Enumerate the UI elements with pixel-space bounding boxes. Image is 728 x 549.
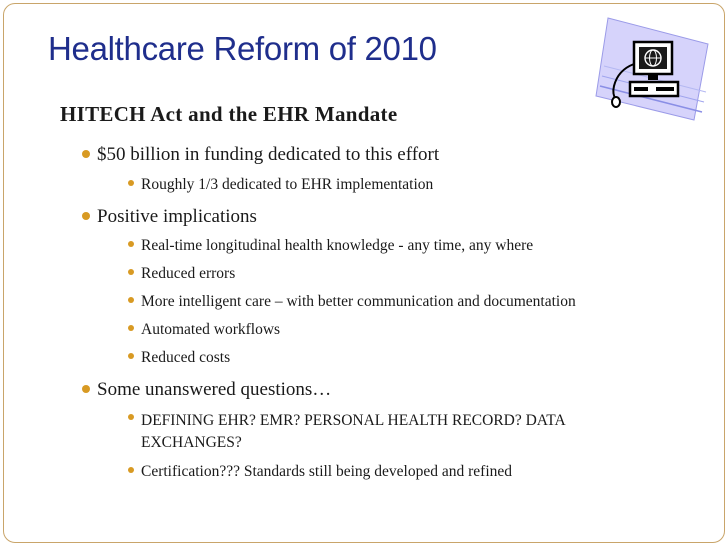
bullet-dot-icon [82,385,90,393]
sub-bullet-item [128,265,235,283]
bullet-dot-icon [128,353,134,359]
sub-bullet-text: Real-time longitudinal health knowledge - any time, any where [141,237,534,254]
bullet-item [82,144,439,166]
sub-bullet-item [128,237,533,255]
sub-bullet-text: Automated workflows [141,321,281,338]
bullet-dot-icon [128,180,134,186]
sub-bullet-text: Certification??? Standards still being developed and refined [141,463,513,480]
slide-title: Healthcare Reform of 2010 [48,30,437,67]
section-heading: HITECH Act and the EHR Mandate [60,102,398,126]
bullet-dot-icon [128,467,134,473]
bullet-text: $50 billion in funding dedicated to this effort [97,144,440,165]
sub-bullet-item [128,321,280,339]
bullet-dot-icon [128,325,134,331]
sub-bullet-text: Reduced errors [141,265,236,282]
sub-bullet-text: Reduced costs [141,349,231,366]
bullet-dot-icon [128,297,134,303]
sub-bullet-text: More intelligent care – with better communication and documentation [141,293,576,310]
bullet-dot-icon [128,241,134,247]
bullet-dot-icon [82,150,90,158]
bullet-dot-icon [82,212,90,220]
bullet-dot-icon [128,414,134,420]
slide [3,3,725,543]
sub-bullet-text: Roughly 1/3 dedicated to EHR implementation [141,176,434,193]
computer-globe-icon [590,14,720,124]
bullet-text: Positive implications [97,206,257,227]
sub-bullet-item [128,293,576,311]
bullet-item [82,379,331,401]
bullet-item [82,206,257,228]
sub-bullet-item [128,463,512,481]
sub-bullet-item [128,176,433,194]
bullet-dot-icon [128,269,134,275]
sub-bullet-item [128,410,628,454]
sub-bullet-item [128,349,230,367]
bullet-text: Some unanswered questions… [97,379,332,400]
sub-bullet-text: DEFINING EHR? EMR? PERSONAL HEALTH RECORD? DATA EXCHANGES? [141,412,565,451]
